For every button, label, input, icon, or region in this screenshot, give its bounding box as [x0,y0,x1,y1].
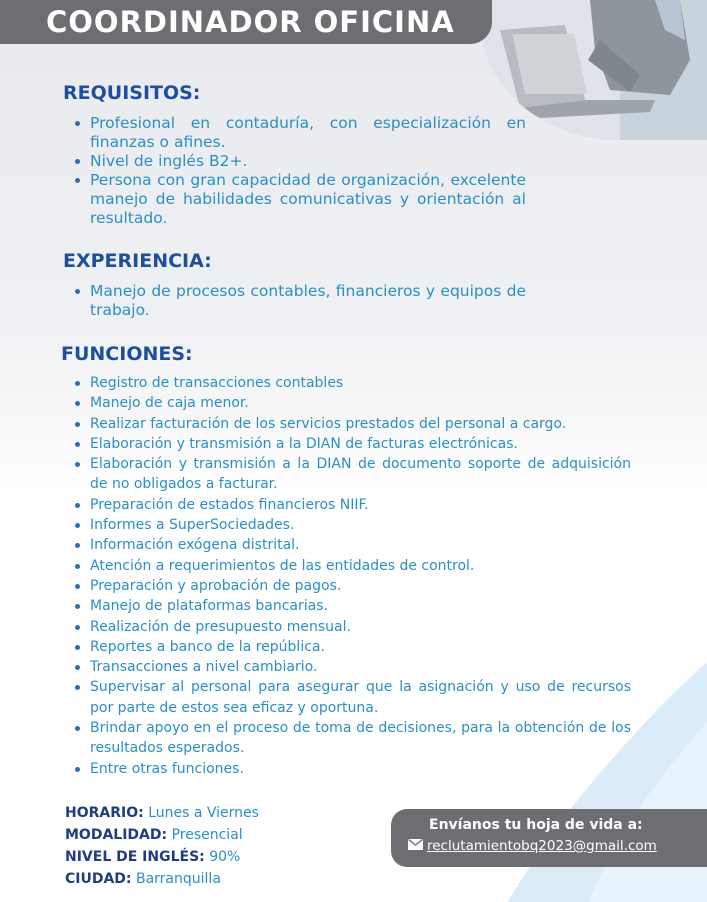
title-bar [0,0,492,44]
modalidad-label: MODALIDAD: [65,827,168,843]
ciudad-row [65,868,259,890]
list-item: Entre otras funciones. [74,759,631,779]
list-item: Supervisar al personal para asegurar que la asignación y uso de recursos por parte de estos sea eficaz y oportuna. [74,677,631,718]
list-item: Nivel de inglés B2+. [74,152,526,171]
list-item: Brindar apoyo en el proceso de toma de decisiones, para la obtención de los resultados esperados. [74,718,631,759]
contact-email-link[interactable]: reclutamientobq2023@gmail.com [427,838,657,854]
list-item: Manejo de procesos contables, financieros y equipos de trabajo. [74,282,526,320]
list-item: Informes a SuperSociedades. [74,515,631,535]
envelope-icon [408,838,423,854]
contact-email-row [408,838,657,854]
list-item: Registro de transacciones contables [74,373,631,393]
list-item: Reportes a banco de la república. [74,637,631,657]
ciudad-value: Barranquilla [135,871,221,887]
requisitos-heading: REQUISITOS: [63,82,201,104]
ingles-value: 90% [209,849,241,865]
list-item: Preparación de estados financieros NIIF. [74,495,631,515]
horario-row [65,802,259,824]
ingles-row [65,846,259,868]
experiencia-list [74,282,526,320]
funciones-heading: FUNCIONES: [61,343,193,365]
list-item: Persona con gran capacidad de organización, excelente manejo de habilidades comunicativas y orientación al resultado. [74,171,526,228]
list-item: Manejo de caja menor. [74,393,631,413]
page-title: COORDINADOR OFICINA [46,5,455,39]
list-item: Elaboración y transmisión a la DIAN de documento soporte de adquisición de no obligados a facturar. [74,454,631,495]
ciudad-label: CIUDAD: [65,871,132,887]
list-item: Atención a requerimientos de las entidades de control. [74,556,631,576]
funciones-list [74,373,631,779]
list-item: Profesional en contaduría, con especialización en finanzas o afines. [74,114,526,152]
contact-cta: Envíanos tu hoja de vida a: [429,817,643,833]
list-item: Transacciones a nivel cambiario. [74,657,631,677]
experiencia-heading: EXPERIENCIA: [63,250,212,272]
horario-value: Lunes a Viernes [148,805,259,821]
list-item: Elaboración y transmisión a la DIAN de facturas electrónicas. [74,434,631,454]
job-details [65,802,259,890]
list-item: Realización de presupuesto mensual. [74,617,631,637]
list-item: Manejo de plataformas bancarias. [74,596,631,616]
list-item: Preparación y aprobación de pagos. [74,576,631,596]
requisitos-list [74,114,526,228]
modalidad-row [65,824,259,846]
list-item: Realizar facturación de los servicios prestados del personal a cargo. [74,414,631,434]
horario-label: HORARIO: [65,805,144,821]
list-item: Información exógena distrital. [74,535,631,555]
contact-box [391,809,707,867]
ingles-label: NIVEL DE INGLÉS: [65,849,205,865]
modalidad-value: Presencial [171,827,243,843]
